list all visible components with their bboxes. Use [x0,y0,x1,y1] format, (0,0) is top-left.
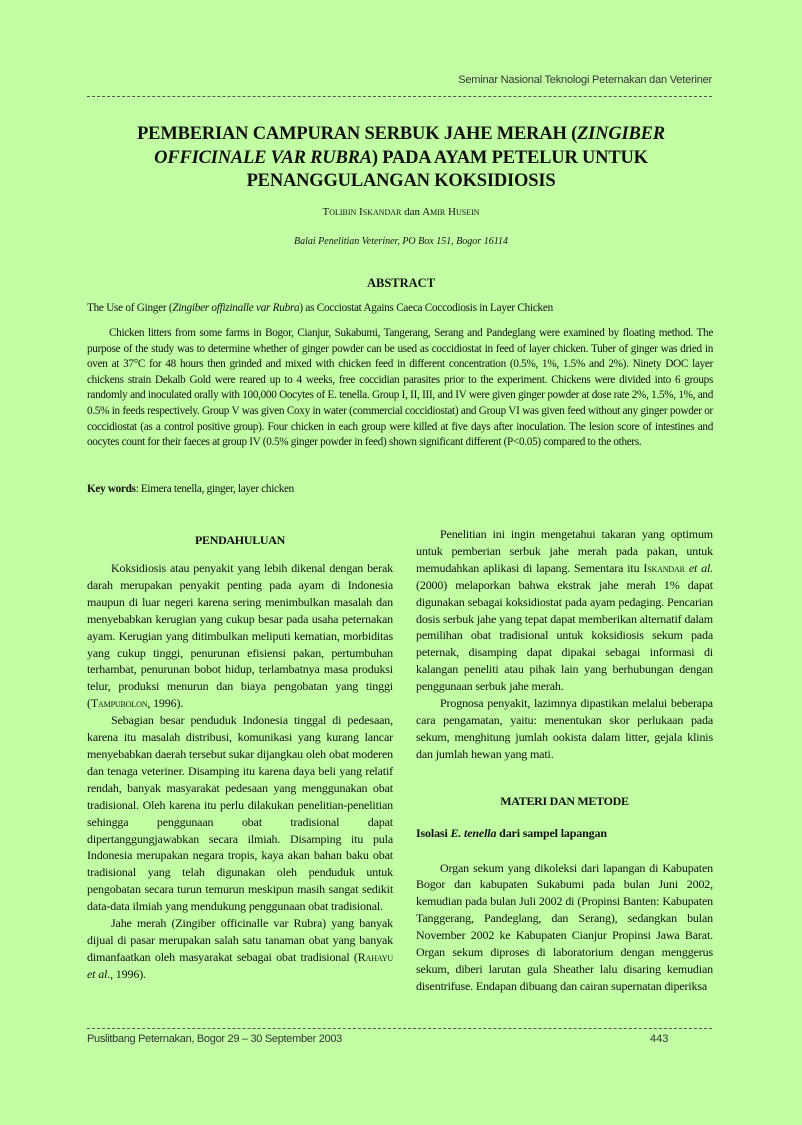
subsection-italic: E. tenella [450,825,497,840]
title-line-2 [90,147,712,171]
title-line-2-text: ) PADA AYAM PETELUR UNTUK [371,147,648,168]
paragraph [87,560,393,712]
paragraph-text: Jahe merah (Zingiber officinalle var Rubra) yang banyak dijual di pasar merupakan salah satu tanaman obat yang banyak dimanfaatkan oleh masyarakat sebagai obat tradisional ( [87,916,393,964]
paper-title [90,123,712,194]
abstract-title-italic: Zingiber offizinalle var Rubra [172,302,300,314]
title-line-1-text: PEMBERIAN CAMPURAN SERBUK JAHE MERAH ( [137,124,578,144]
title-line-2-italic: OFFICINALE VAR RUBRA [154,147,372,168]
abstract-title-a: The Use of Ginger ( [87,302,173,314]
affiliation: Balai Penelitian Veteriner, PO Box 151, Bogor 16114 [294,236,508,247]
running-head: Seminar Nasional Teknologi Peternakan dan Veteriner [458,74,712,86]
abstract-heading: ABSTRACT [366,276,436,290]
author-conjunction: dan [404,206,421,218]
paragraph [87,915,393,983]
citation: Rahayu [357,949,393,964]
paragraph: Sebagian besar penduduk Indonesia tinggal di pedesaan, karena itu masalah distribusi, komunikasi yang kurang lancar menyebabkan daerah tersebut sukar dijangkau oleh obat moderen dan tenaga veteriner. Disamping itu karena daya beli yang relatif rendah, banyak masyarakat pedesaan yang menggunakan obat tradisional. Oleh karena itu perlu dilakukan penelitian-penelitian sehingga penggunaan obat tradisional dapat dipertanggungjawabkan secara ilmiah. Disamping itu pula Indonesia merupakan negara tropis, kaya akan bahan baku obat tradisional yang telah digunakan oleh penduduk untuk pengobatan secara turun temurun meskipun masih sangat sedikit data-data ilmiah yang mendukung penggunaan obat tradisional. [87,713,393,914]
abstract-title-c: ) as Cocciostat Agains Caeca Coccodiosis in Layer Chicken [299,302,553,314]
citation-etal: et al. [688,560,713,575]
keywords-text: : Eimera tenella, ginger, layer chicken [135,483,294,495]
authors [90,206,712,218]
abstract-body: Chicken litters from some farms in Bogor, Cianjur, Sukabumi, Tangerang, Serang and Pandeglang were examined by floating method. The purpose of the study was to determine whether of ginger powder can be used as coccidiostat in feed of layer chicken. Tuber of ginger was dried in oven at 37°C for 48 hours then grinded and mixed with chicken feed in different concentration (0.5%, 1%, 1.5% and 2%). Ninety DOC layer chickens strain Dekalb Gold were reared up to 4 weeks, free coccidian parasites prior to the experiment. Chickens were divided into 6 groups randomly and inoculated orally with 100,000 Oocytes of E. tenella. Group I, II, III, and IV were given ginger powder at dose rate 2%, 1.5%, 1%, and 0.5% in feeds respectively. Group V was given Coxy in water (commercial coccidiostat) and Group VI was given feed without any ginger powder or coccidiostat (as a control positive group). Four chicken in each group were killed at five days after inoculation. The lesion score of intestines and oocytes count for their faeces at group IV (0.5% ginger powder in feed) shown significant different (P<0.05) compared to the others. [87,327,713,449]
paragraph-text: (2000) melaporkan bahwa ekstrak jahe merah 1% dapat digunakan sebagai koksidiostat pada ayam pedaging. Pencarian dosis serbuk jahe yang tepat dapat memberikan alternatif dalam pemilihan obat tradisional untuk koksidiosis sekum pada peternak, disamping dapat dipakai sebagai informasi di kalangan peneliti atau pihak lain yang berhubungan dengan penggunaan serbuk jahe merah. [416,577,713,694]
author-2: Amir Husein [422,206,480,218]
author-1: Tolibin Iskandar [322,206,402,218]
paragraph-text: Koksidiosis atau penyakit yang lebih dikenal dengan berak darah merupakan penyakit penting pada ayam di Indonesia maupun di luar negeri karena sering menimbulkan masalah dan menyebabkan kerugian yang cukup besar pada usaha peternakan ayam. Kerugian yang ditimbulkan meliputi kematian, morbiditas yang cukup tinggi, penurunan efisiensi pakan, pertumbuhan terhambat, penurunan bobot hidup, terlambatnya masa produksi telur, produksi menurun dan biaya pengobatan yang tinggi ( [87,561,393,711]
paragraph: Prognosa penyakit, lazimnya dipastikan melalui beberapa cara pengamatan, yaitu: menentukan skor perlukaan pada sekum, menghitung jumlah ookista dalam litter, gejala klinis dan jumlah hewan yang mati. [416,696,713,761]
subsection-text: Isolasi [416,825,451,840]
abstract-title [87,302,717,314]
page-number: 443 [650,1033,669,1045]
footer-rule [87,1028,712,1029]
paragraph: Organ sekum yang dikoleksi dari lapangan di Kabupaten Bogor dan kabupaten Sukabumi pada bulan Juni 2002, kemudian pada bulan Juli 2002 di (Propinsi Banten: Kabupaten Tanggerang, Pandeglang, dan Serang), sedangkan bulan November 2002 ke Kabupaten Cianjur Propinsi Jawa Barat. Organ sekum diproses di laboratorium dengan menggerus sekum, diberi larutan gula Sheather lalu disaring kemudian disentrifuse. Endapan dibuang dan cairan supernatan diperiksa [416,860,713,993]
header-rule [87,96,712,97]
title-line-1-italic: ZINGIBER [577,124,665,144]
citation-etal: et al [87,966,108,981]
keywords [87,483,294,495]
citation: Iskandar [643,560,685,575]
title-line-1 [90,123,712,147]
subsection-text: dari sampel lapangan [496,825,607,840]
paragraph-text: Penelitian ini ingin mengetahui takaran yang optimum untuk pemberian serbuk jahe merah pada pakan, untuk memudahkan aplikasi di lapang. Sementara itu [416,527,713,575]
section-heading-materi: MATERI DAN METODE [500,793,629,808]
footer-text: Puslitbang Peternakan, Bogor 29 – 30 September 2003 [87,1033,343,1045]
keywords-label: Key words [87,483,136,495]
paragraph-text: , 1996). [147,696,184,711]
section-heading-pendahuluan: PENDAHULUAN [194,533,286,547]
paragraph [416,526,713,695]
right-column [416,526,713,995]
title-line-3: PENANGGULANGAN KOKSIDIOSIS [246,171,556,191]
citation: Tampubolon [90,696,148,711]
subsection-heading [416,825,713,842]
paragraph-text: ., 1996). [107,966,146,981]
left-column [87,533,393,983]
